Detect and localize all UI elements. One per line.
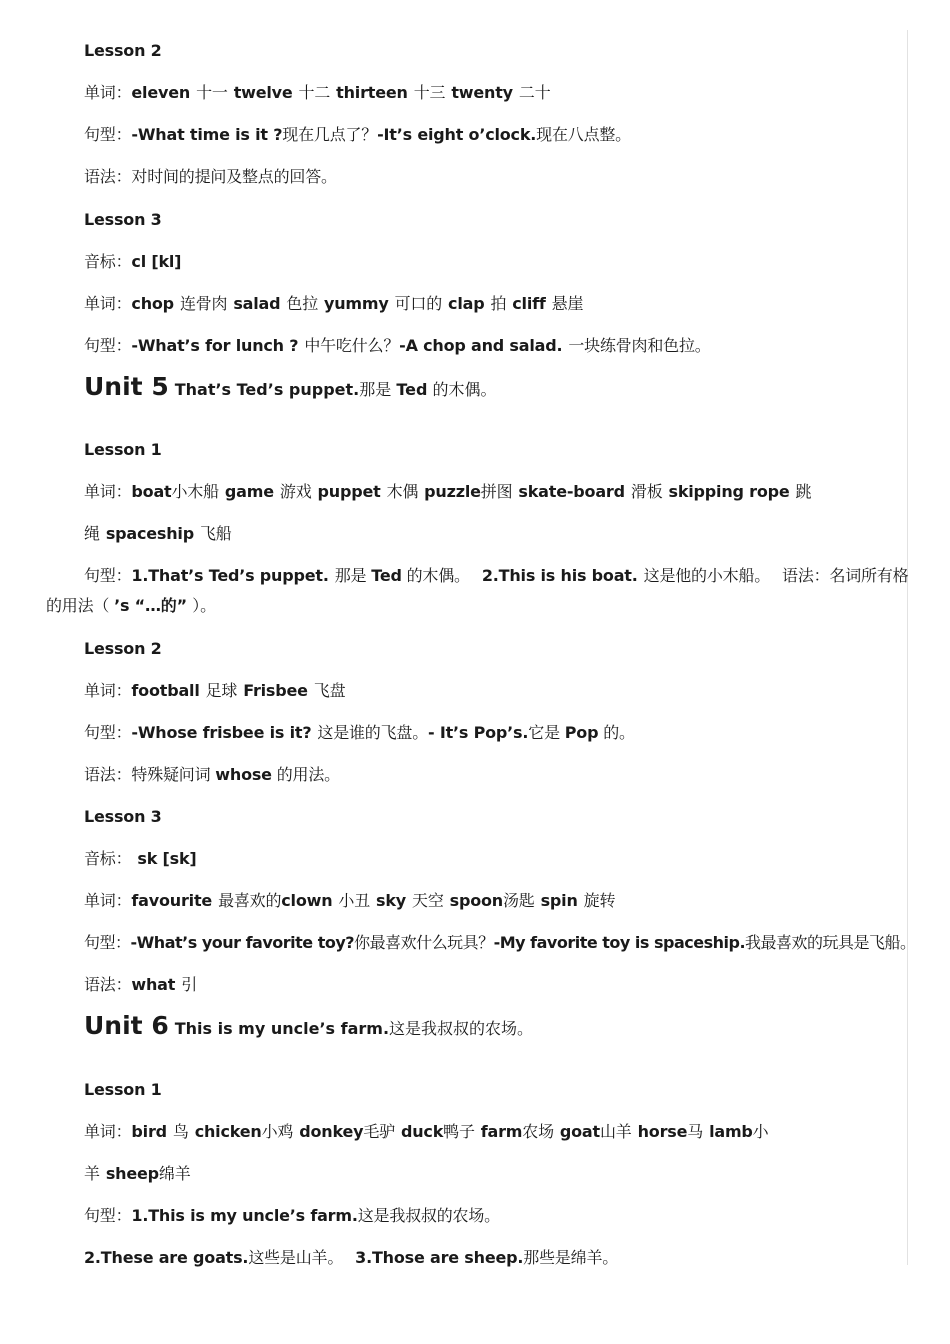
word-en: puppet [317,482,381,501]
word-zh: 滑板 [630,482,663,501]
grammar-text-en: ’s “…的” [114,596,193,615]
sentence-zh: 那是 [334,566,372,585]
answer-zh: 现在八点整。 [536,125,631,144]
grammar-label: 语法： [84,765,132,784]
word-zh: 汤匙 [502,891,535,910]
vocab-line-continued [84,1164,191,1184]
answer-en: Pop [564,723,599,742]
grammar-label: 语法： [84,975,132,994]
lesson-heading: Lesson 1 [84,440,162,459]
word-zh: 农场 [522,1122,554,1141]
word-zh: 鸟 [172,1122,189,1141]
pattern-label: 句型： [84,566,132,585]
pattern-line-continued [84,1248,618,1268]
vocab-line [84,891,615,911]
word-zh: 羊 [84,1164,100,1183]
pattern-label: 句型： [84,1206,132,1225]
vocab-line [84,482,811,502]
word-zh: 山羊 [599,1122,632,1141]
word-en: horse [637,1122,688,1141]
word-en: yummy [324,294,389,313]
word-en: thirteen [336,83,408,102]
page-edge-rule [907,30,908,1265]
unit-subtitle-zh: 的木偶。 [427,380,497,399]
lesson-heading: Lesson 2 [84,41,162,60]
sentence-zh: 那些是绵羊。 [523,1248,619,1267]
grammar-text: 名词所有格 [829,566,909,585]
word-en: twelve [233,83,293,102]
vocab-label: 单词： [84,482,132,501]
pattern-line [84,336,711,356]
word-en: game [224,482,274,501]
unit-subtitle [175,1019,533,1038]
question-en: -Whose frisbee is it? [131,723,312,742]
grammar-label: 语法： [84,167,132,186]
word-en: twenty [451,83,513,102]
grammar-text: 引 [181,975,198,994]
grammar-text: 特殊疑问词 [131,765,216,784]
word-en: donkey [299,1122,364,1141]
word-en: clown [281,891,333,910]
sentence-en: 2.These are goats. [84,1248,249,1267]
unit-subtitle-zh: 这是我叔叔的农场。 [389,1019,534,1038]
vocab-line [84,681,345,701]
unit-subtitle-en: This is my uncle’s farm. [174,1019,390,1038]
pattern-label: 句型： [84,723,132,742]
word-en: clap [448,294,485,313]
lesson-heading: Lesson 1 [84,1080,162,1099]
grammar-text: 的用法。 [271,765,340,784]
pattern-line [84,125,631,145]
word-zh: 小丑 [338,891,371,910]
grammar-text: 的用法（ [46,596,115,615]
word-zh: 游戏 [279,482,312,501]
word-en: sheep [105,1164,159,1183]
word-zh: 拼图 [480,482,513,501]
answer-zh: 它是 [528,723,565,742]
question-en: -What time is it ? [131,125,283,144]
word-en: lamb [709,1122,753,1141]
answer-zh: 一块练骨肉和色拉。 [568,336,711,355]
word-zh: 色拉 [286,294,319,313]
sentence-zh: 的木偶。 [401,566,470,585]
vocab-label: 单词： [84,891,132,910]
grammar-line [84,167,337,187]
pattern-line [84,933,916,953]
unit-heading [84,1011,533,1041]
unit-heading [84,372,497,402]
word-zh: 鸭子 [443,1122,475,1141]
phonics-label: 音标： [84,252,132,271]
grammar-line [84,975,197,995]
word-en: skipping rope [668,482,790,501]
word-zh: 拍 [490,294,507,313]
sentence-en: 2.This is his boat. [481,566,638,585]
vocab-line [84,83,551,103]
grammar-text: ）。 [192,596,216,615]
grammar-text-en: what [131,975,176,994]
sentence-zh: 这是他的小木船。 [643,566,771,585]
word-en: spoon [449,891,503,910]
word-en: goat [559,1122,600,1141]
answer-zh: 的。 [598,723,635,742]
word-zh: 飞船 [199,524,232,543]
word-zh: 小鸡 [261,1122,294,1141]
vocab-label: 单词： [84,294,132,313]
vocab-line [84,294,583,314]
word-zh: 二十 [518,83,551,102]
word-zh: 马 [687,1122,704,1141]
sentence-zh: 这些是山羊。 [248,1248,344,1267]
word-en: chicken [194,1122,262,1141]
word-en: puzzle [424,482,481,501]
grammar-text-en: whose [215,765,272,784]
word-zh: 跳 [795,482,812,501]
grammar-label: 语法： [782,566,830,585]
word-zh: 小木船 [171,482,219,501]
phonics-line [84,252,181,272]
word-zh: 毛驴 [363,1122,395,1141]
unit-title: Unit 6 [84,1011,169,1040]
word-en: Frisbee [243,681,308,700]
word-zh: 飞盘 [313,681,346,700]
vocab-label: 单词： [84,1122,132,1141]
unit-title: Unit 5 [84,372,169,401]
word-en: spaceship [105,524,194,543]
pattern-line [84,1206,500,1226]
sentence-en: 1.That’s Ted’s puppet. [131,566,329,585]
question-en: -What’s your favorite toy? [130,933,355,952]
unit-subtitle-en: That’s Ted’s puppet. [174,380,360,399]
unit-subtitle-zh: 那是 [359,380,397,399]
pattern-label: 句型： [84,933,131,952]
word-en: farm [480,1122,523,1141]
sentence-en: 1.This is my uncle’s farm. [131,1206,358,1225]
vocab-label: 单词： [84,83,132,102]
word-zh: 小 [752,1122,769,1141]
word-en: cliff [512,294,546,313]
word-en: football [131,681,200,700]
pattern-line [84,723,635,743]
word-en: salad [233,294,281,313]
phonics-text: cl [kl] [131,252,182,271]
word-zh: 旋转 [583,891,616,910]
question-zh: 你最喜欢什么玩具？ [354,933,494,952]
word-zh: 可口的 [394,294,443,313]
unit-subtitle [175,380,497,399]
word-zh: 木偶 [386,482,419,501]
phonics-text: sk [sk] [137,849,197,868]
grammar-text: 对时间的提问及整点的回答。 [131,167,337,186]
word-en: favourite [131,891,213,910]
word-en: boat [131,482,172,501]
lesson-heading: Lesson 3 [84,210,162,229]
vocab-label: 单词： [84,681,132,700]
question-en: -What’s for lunch ? [131,336,299,355]
word-zh: 连骨肉 [179,294,228,313]
phonics-line [84,849,197,869]
lesson-heading: Lesson 2 [84,639,162,658]
word-zh: 最喜欢的 [218,891,282,910]
word-zh: 绳 [84,524,100,543]
word-zh: 天空 [412,891,444,910]
word-en: bird [131,1122,167,1141]
word-zh: 十二 [298,83,331,102]
unit-subtitle-en: Ted [396,380,428,399]
lesson-heading: Lesson 3 [84,807,162,826]
word-en: chop [131,294,174,313]
word-zh: 十三 [413,83,446,102]
grammar-line [84,765,340,785]
word-zh: 足球 [205,681,238,700]
answer-zh: 我最喜欢的玩具是飞船。 [745,933,916,952]
word-zh: 绵羊 [158,1164,191,1183]
word-en: spin [540,891,578,910]
word-zh: 十一 [196,83,228,102]
sentence-en: Ted [371,566,402,585]
word-en: eleven [131,83,191,102]
pattern-label: 句型： [84,336,132,355]
pattern-line [84,566,908,586]
question-zh: 中午吃什么？ [304,336,400,355]
grammar-line-continued [46,596,216,616]
question-zh: 这是谁的飞盘。 [317,723,429,742]
pattern-label: 句型： [84,125,132,144]
word-en: skate-board [518,482,625,501]
answer-en: -My favorite toy is spaceship. [493,933,746,952]
word-en: duck [400,1122,444,1141]
answer-en: -It’s eight o’clock. [377,125,537,144]
word-zh: 悬崖 [551,294,584,313]
answer-en: -A chop and salad. [399,336,563,355]
phonics-label: 音标： [84,849,132,868]
vocab-line-continued [84,524,232,544]
sentence-en: 3.Those are sheep. [355,1248,524,1267]
sentence-zh: 这是我叔叔的农场。 [357,1206,500,1225]
vocab-line [84,1122,768,1142]
answer-en: - It’s Pop’s. [428,723,529,742]
word-en: sky [376,891,407,910]
question-zh: 现在几点了？ [282,125,378,144]
